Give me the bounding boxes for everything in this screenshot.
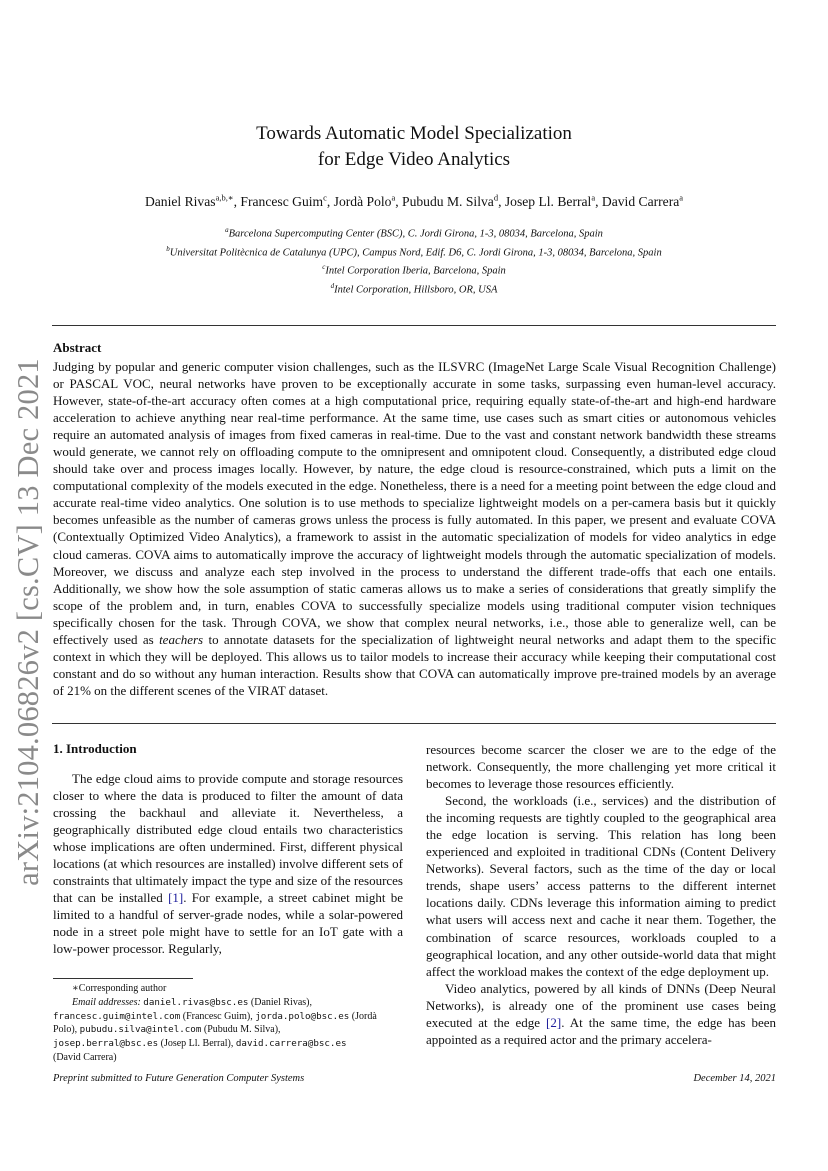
affiliation: $^a$Barcelona Supercomputing Center (BSC), C. Jordi Girona, 1-3, 08034, Barcelona, Spain <box>225 226 603 240</box>
paper-title <box>114 121 714 173</box>
author: Josep Ll. Berral$^a$, <box>504 192 602 209</box>
abstract-emphasis: teachers <box>159 631 204 647</box>
arxiv-side-identifier: arXiv:2104.06826v2 [cs.CV] 13 Dec 2021 <box>11 358 45 886</box>
email-addresses: Email addresses: daniel.rivas@bsc.es (Daniel Rivas), francesc.guim@intel.com (Francesc Guim), jorda.polo@bsc.es (Jordà Polo), pubudu.silva@intel.com (Pubudu M. Silva), josep.berral@bsc.es (Josep Ll. Berral), david.carrera@bsc.es (David Carrera) <box>53 996 377 1063</box>
paragraph: Video analytics, powered by all kinds of DNNs (Deep Neural Networks), is already one of the prominent use cases being executed at the edge [2]. At the same time, the edge has been appointed as a required actor and the primary accelera- <box>426 980 776 1047</box>
title-line-1: Towards Automatic Model Specialization <box>256 123 572 144</box>
abstract-bottom-rule <box>52 723 776 724</box>
title-line-2: for Edge Video Analytics <box>317 149 511 170</box>
affiliations <box>60 223 768 297</box>
citation-link[interactable]: [2] <box>546 1014 562 1030</box>
author: Daniel Rivas$^{a,b,∗}$, <box>144 192 241 209</box>
abstract-text: Judging by popular and generic computer vision challenges, such as the ILSVRC (ImageNet Large Scale Visual Recognition Challenge) or PASCAL VOC, neural networks have proven to be exceptionally accurate in some tasks, surpassing even human-level accuracy. However, state-of-the-art accuracy often comes at a high computational price, requiring equally state-of-the-art and high-end hardware acceleration to achieve anything near real-time performance. At the same time, use cases such as smart cities or autonomous vehicles require an automated analysis of images from fixed cameras in real-time. Due to the vast and constant network bandwidth these streams would generate, we cannot rely on offloading compute to the omnipresent and omnipotent cloud. Consequently, a distributed edge cloud should take over and process images locally. However, by nature, the edge cloud is resource-constrained, which puts a limit on the computational complexity of the models executed in the edge. Nonetheless, there is a need for a meeting point between the edge cloud and accurate real-time video analytics. One solution is to use methods to specialize lightweight models on a per-camera basis but it quickly becomes unfeasible as the number of cameras grows unless the process is fully automated. In this paper, we present and evaluate COVA (Contextually Optimized Video Analytics), a framework to assist in the automatic specialization of models for video analytics in edge cloud cameras. COVA aims to automatically improve the accuracy of lightweight models through the automatic specialization of models. Moreover, we discuss and analyze each step involved in the process to understand the different trade-offs that each one entails. Additionally, we show how the sole assumption of static cameras allows us to make a series of considerations that greatly simplify the scope of the problem and, in turn, enables COVA to successfully specialize models using traditional computer vision techniques specifically chosen for the task. Through COVA, we show that complex neural networks, i.e., those able to generalize well, can be effectively used as teachers to annotate datasets for the specialization of lightweight neural networks and adapt them to the specific context in which they will be deployed. This allows us to tailor models to increase their accuracy while keeping their computational cost constant and do so without any human interaction. Results show that COVA can automatically improve pre-trained models by an average of 21% on the different scenes of the VIRAT dataset. <box>53 359 777 698</box>
paragraph: Second, the workloads (i.e., services) and the distribution of the incoming requests are tightly coupled to the geographical area the edge location is serving. This relation has long been experienced and exploited in traditional CDNs (Content Delivery Networks). Several factors, such as the time of the day or local trends, shape users’ access patterns to the different internet locations daily. CDNs leverage this information aiming to predict what users will access next and cache it near them. Together, the combination of scarce resources, workloads coupled to a geographical location, and any other outside-world data that might affect the workload makes the context of the edge deployment up. <box>426 793 776 979</box>
intro-right-column <box>426 741 776 1048</box>
corresponding-author-note: ∗Corresponding author <box>72 983 167 994</box>
footer-date: December 14, 2021 <box>693 1073 776 1084</box>
paragraph: resources become scarcer the closer we are to the edge of the network. Consequently, the more challenging yet more critical it becomes to leverage those resources efficiently. <box>426 742 776 792</box>
section-heading-introduction: 1. Introduction <box>53 741 137 756</box>
footer-venue: Preprint submitted to Future Generation Computer Systems <box>53 1073 305 1084</box>
citation-link[interactable]: [1] <box>168 890 184 906</box>
author: Francesc Guim$^c$, <box>240 192 334 209</box>
affiliation: $^d$Intel Corporation, Hillsboro, OR, USA <box>330 281 498 295</box>
affiliation: $^b$Universitat Politècnica de Catalunya (UPC), Campus Nord, Edif. D6, C. Jordi Girona, 1-3, 08034, Barcelona, Spain <box>166 244 662 258</box>
author: Pubudu M. Silva$^d$, <box>402 192 505 209</box>
footnote-rule <box>53 978 193 979</box>
affiliation: $^c$Intel Corporation Iberia, Barcelona, Spain <box>322 263 506 277</box>
author: Jordà Polo$^a$, <box>333 192 403 209</box>
author-list <box>60 192 768 210</box>
paragraph: The edge cloud aims to provide compute and storage resources closer to where the data is produced to filter the amount of data crossing the backhaul and alleviate it. Nevertheless, a geographically distributed edge cloud entails two characteristics whose implications are often undermined. First, different physical locations (at which resources are installed) involve different sets of constraints that ultimately impact the type and size of the resources that can be installed [1]. For example, a street cabinet might be limited to a handful of server-grade nodes, while a solar-powered node in a street pole might have to settle for an IoT gate with a low-power processor. Regularly, <box>53 771 403 957</box>
abstract-top-rule <box>52 325 776 326</box>
author: David Carrera$^a$ <box>601 192 684 209</box>
intro-left-column <box>53 770 403 958</box>
footnote <box>53 982 403 1065</box>
abstract-heading: Abstract <box>53 340 102 355</box>
